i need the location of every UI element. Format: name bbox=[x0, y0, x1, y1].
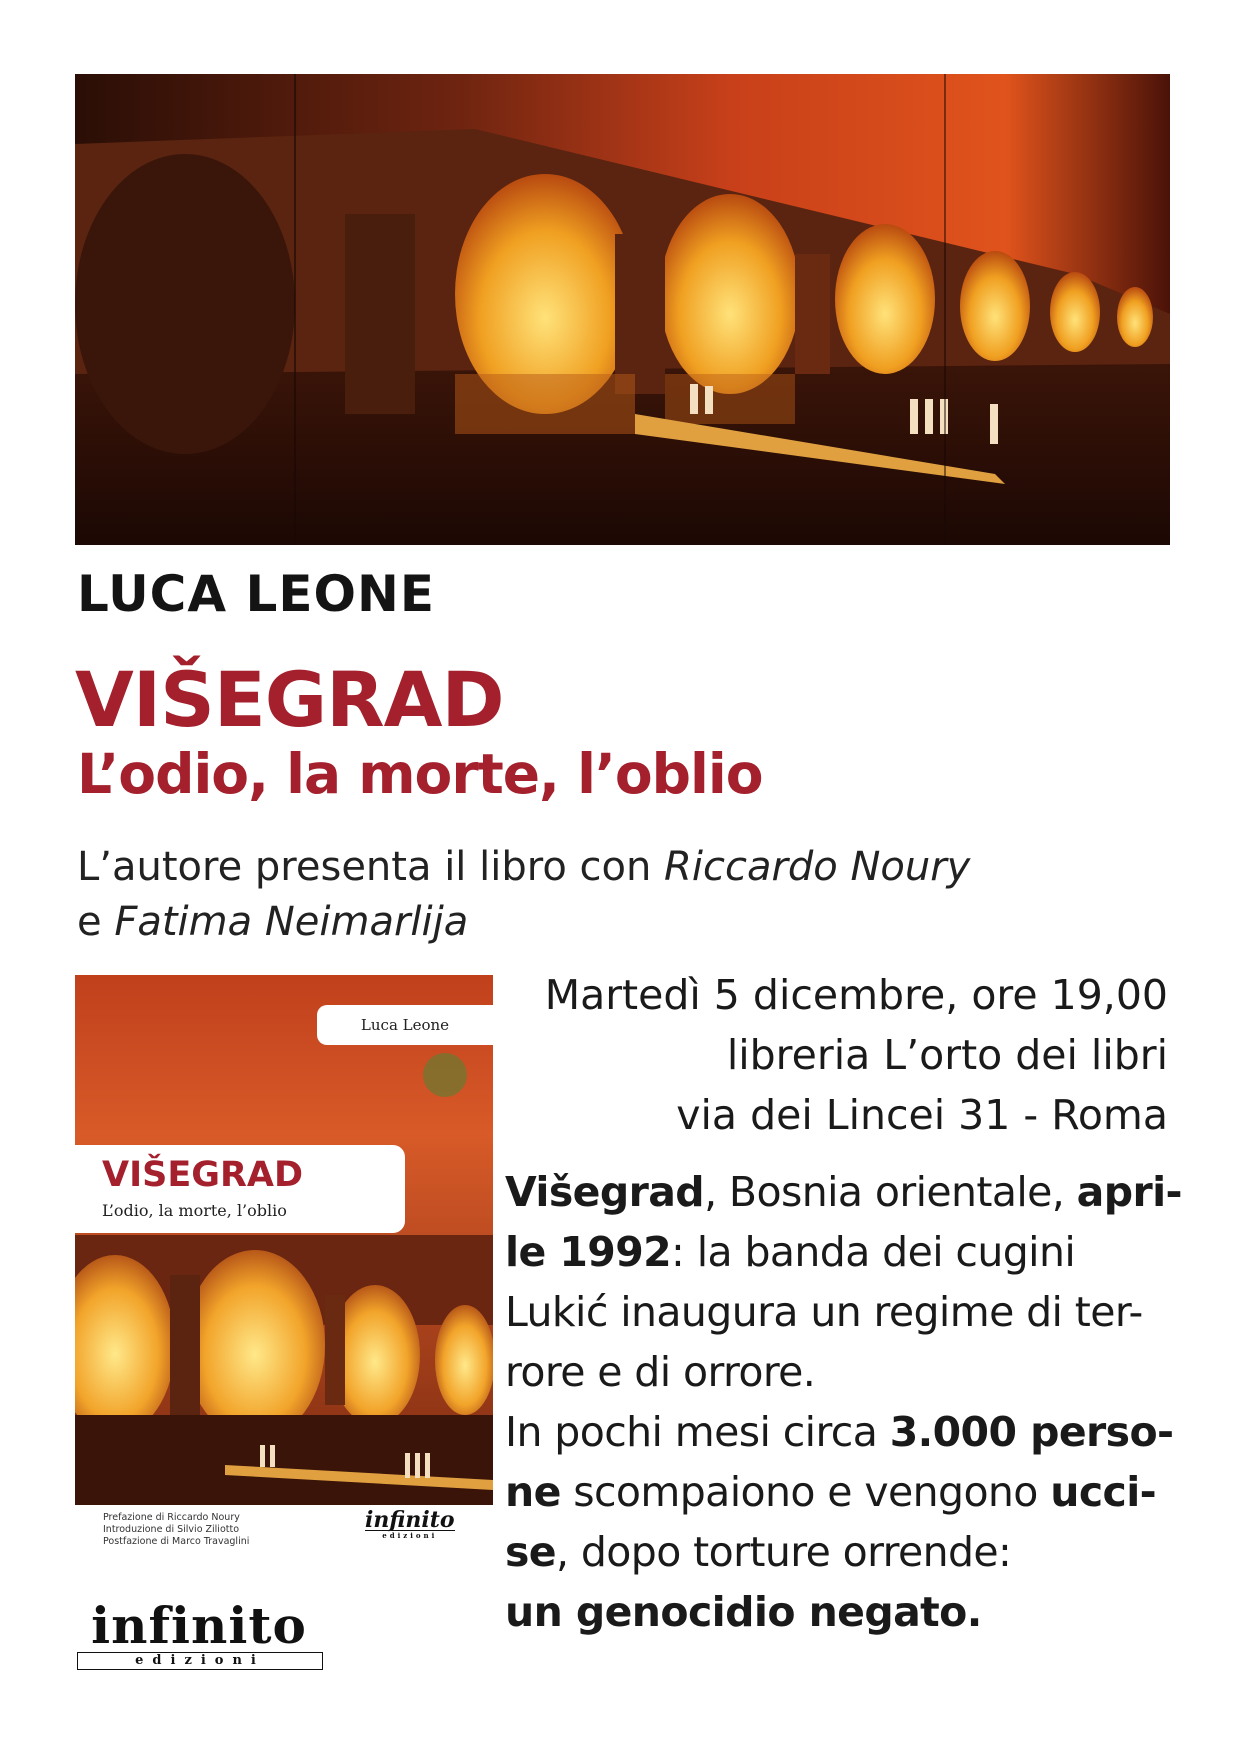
cover-title: VIŠEGRAD bbox=[102, 1155, 304, 1195]
publisher-logo bbox=[75, 1596, 323, 1670]
hero-painting bbox=[75, 74, 1170, 545]
cover-author: Luca Leone bbox=[360, 1016, 450, 1034]
desc-line bbox=[505, 1222, 1185, 1282]
cover-credit-postface: Postfazione di Marco Travaglini bbox=[103, 1536, 250, 1547]
desc-bold: Višegrad bbox=[505, 1168, 705, 1216]
desc-line bbox=[505, 1522, 1185, 1582]
desc-bold: le 1992 bbox=[505, 1228, 672, 1276]
presentation-connector: e bbox=[77, 899, 102, 945]
desc-bold: ucci- bbox=[1050, 1468, 1157, 1516]
cover-publisher-name: infinito bbox=[365, 1507, 455, 1533]
desc-line bbox=[505, 1402, 1185, 1462]
cover-credits bbox=[103, 1512, 249, 1548]
book-cover bbox=[75, 975, 493, 1595]
event-address: via dei Lincei 31 - Roma bbox=[676, 1091, 1168, 1139]
cover-subtitle: L’odio, la morte, l’oblio bbox=[102, 1201, 287, 1220]
cover-credit-intro: Introduzione di Silvio Ziliotto bbox=[103, 1524, 240, 1535]
desc-bold: 3.000 perso- bbox=[889, 1408, 1174, 1456]
desc-bold: un genocidio negato. bbox=[505, 1588, 982, 1636]
desc-line: rore e di orrore. bbox=[505, 1348, 816, 1396]
desc-text: , Bosnia orientale, bbox=[704, 1168, 1077, 1216]
publisher-logo-sub: edizioni bbox=[77, 1652, 323, 1670]
cover-painting-image bbox=[75, 975, 493, 1595]
desc-bold: apri- bbox=[1076, 1168, 1182, 1216]
desc-line: Lukić inaugura un regime di ter- bbox=[505, 1288, 1143, 1336]
event-info bbox=[545, 965, 1168, 1145]
presentation-text bbox=[77, 840, 1077, 950]
presentation-intro: L’autore presenta il libro con bbox=[77, 844, 652, 890]
book-subtitle: L’odio, la morte, l’oblio bbox=[77, 742, 763, 806]
desc-line bbox=[505, 1582, 1185, 1642]
guest-1: Riccardo Noury bbox=[664, 844, 971, 890]
cover-title-box bbox=[75, 1145, 405, 1233]
desc-text: In pochi mesi circa bbox=[505, 1408, 890, 1456]
desc-line bbox=[505, 1162, 1185, 1222]
desc-text: , dopo torture orrende: bbox=[556, 1528, 1012, 1576]
book-title: VIŠEGRAD bbox=[75, 655, 504, 744]
cover-credit-preface: Prefazione di Riccardo Noury bbox=[103, 1512, 240, 1523]
event-venue: libreria L’orto dei libri bbox=[726, 1031, 1168, 1079]
publisher-logo-name: infinito bbox=[91, 1596, 307, 1655]
book-description bbox=[505, 1162, 1185, 1642]
cover-publisher-logo bbox=[365, 1507, 455, 1541]
bridge-painting-image bbox=[75, 74, 1170, 545]
desc-bold: ne bbox=[505, 1468, 561, 1516]
desc-text: scompaiono e vengono bbox=[560, 1468, 1051, 1516]
author-name: LUCA LEONE bbox=[77, 565, 435, 623]
event-date: Martedì 5 dicembre, ore 19,00 bbox=[544, 971, 1168, 1019]
cover-author-box bbox=[317, 1005, 493, 1045]
desc-line bbox=[505, 1462, 1185, 1522]
guest-2: Fatima Neimarlija bbox=[114, 899, 469, 945]
desc-bold: se bbox=[505, 1528, 557, 1576]
cover-publisher-sub: edizioni bbox=[365, 1530, 455, 1541]
desc-text: : la banda dei cugini bbox=[671, 1228, 1076, 1276]
